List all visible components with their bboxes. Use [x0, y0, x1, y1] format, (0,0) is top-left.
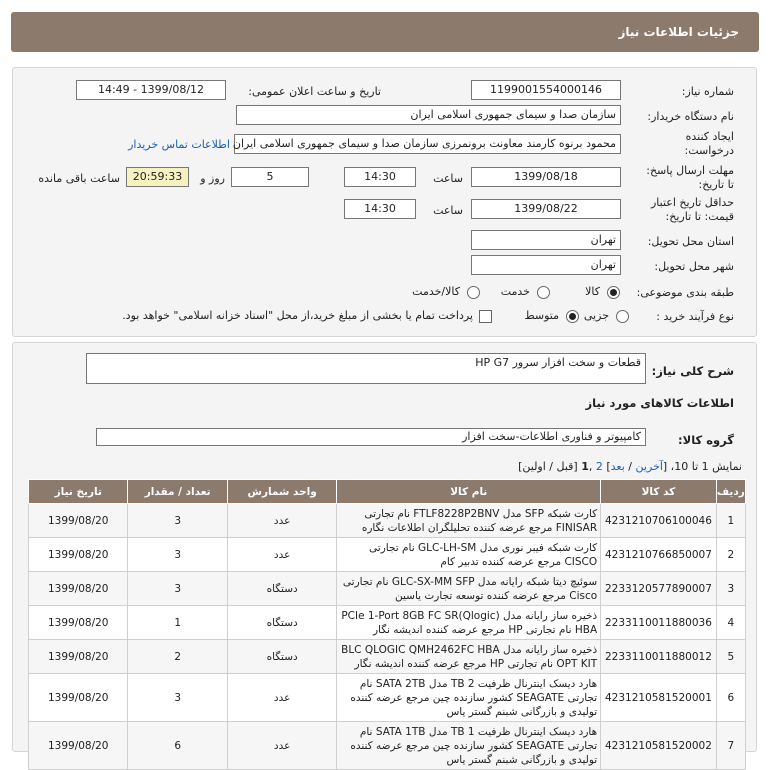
row-number: 2	[716, 538, 745, 572]
category-service-radio[interactable]	[537, 286, 550, 299]
city-field[interactable]: تهران	[471, 255, 621, 275]
row-code: 2233110011880012	[601, 640, 717, 674]
pagination-last-link[interactable]: آخرین	[635, 460, 663, 473]
row-qty: 3	[128, 504, 227, 538]
need-number-field[interactable]: 1199001554000146	[471, 80, 621, 100]
table-row[interactable]	[29, 504, 746, 538]
need-summary-panel	[12, 342, 757, 766]
buyer-contact-link[interactable]: اطلاعات تماس خریدار	[128, 138, 230, 151]
row-unit: عدد	[227, 538, 337, 572]
row-unit: عدد	[227, 722, 337, 770]
table-header-row	[29, 480, 746, 504]
validity-time-label: ساعت	[433, 204, 463, 217]
treasury-payment-checkbox[interactable]	[479, 310, 492, 323]
pagination-next-link[interactable]: بعد	[610, 460, 625, 473]
creator-label-line2: درخواست:	[684, 144, 734, 157]
table-row[interactable]	[29, 722, 746, 770]
goods-info-heading: اطلاعات کالاهای مورد نیاز	[585, 396, 734, 410]
pagination-sep2: ]	[602, 460, 611, 473]
category-goods-radio[interactable]	[607, 286, 620, 299]
goods-table	[28, 479, 746, 770]
deadline-label-line1: مهلت ارسال پاسخ:	[646, 164, 734, 177]
process-label: نوع فرآیند خرید :	[656, 310, 734, 323]
process-minor-radio[interactable]	[616, 310, 629, 323]
days-field[interactable]: 5	[231, 167, 309, 187]
row-qty: 6	[128, 722, 227, 770]
row-code: 4231210581520001	[601, 674, 717, 722]
row-qty: 1	[128, 606, 227, 640]
deadline-label-line2: تا تاریخ:	[698, 178, 734, 191]
row-number: 7	[716, 722, 745, 770]
row-number: 6	[716, 674, 745, 722]
buyer-field[interactable]: سازمان صدا و سیمای جمهوری اسلامی ایران	[236, 105, 621, 125]
deadline-time-label: ساعت	[433, 172, 463, 185]
summary-title-field[interactable]: قطعات و سخت افزار سرور HP G7	[86, 353, 646, 384]
row-code: 4231210766850007	[601, 538, 717, 572]
row-qty: 3	[128, 674, 227, 722]
row-code: 2233120577890007	[601, 572, 717, 606]
row-qty: 2	[128, 640, 227, 674]
row-date: 1399/08/20	[29, 538, 128, 572]
row-date: 1399/08/20	[29, 640, 128, 674]
goods-group-label: گروه کالا:	[678, 433, 734, 447]
category-service-label: خدمت	[500, 285, 530, 298]
pagination	[518, 460, 742, 473]
row-qty: 3	[128, 572, 227, 606]
pagination-prefix: نمایش 1 تا 10، [	[662, 460, 742, 473]
row-code: 4231210581520002	[601, 722, 717, 770]
category-goods-service-label: کالا/خدمت	[412, 285, 460, 298]
days-label: روز و	[200, 172, 225, 185]
row-code: 2233110011880036	[601, 606, 717, 640]
table-row[interactable]	[29, 606, 746, 640]
row-unit: عدد	[227, 504, 337, 538]
col-qty: تعداد / مقدار	[128, 480, 227, 504]
process-medium-label: متوسط	[524, 309, 559, 322]
pagination-sep1: /	[624, 460, 636, 473]
row-number: 5	[716, 640, 745, 674]
row-unit: دستگاه	[227, 572, 337, 606]
row-number: 3	[716, 572, 745, 606]
pagination-current-page: 1	[581, 460, 589, 473]
row-date: 1399/08/20	[29, 504, 128, 538]
remaining-time-field: 20:59:33	[126, 167, 189, 187]
pagination-page-2-link[interactable]: 2	[595, 460, 603, 473]
validity-time-field[interactable]: 14:30	[344, 199, 416, 219]
row-qty: 3	[128, 538, 227, 572]
row-unit: دستگاه	[227, 606, 337, 640]
deadline-date-field[interactable]: 1399/08/18	[471, 167, 621, 187]
process-minor-label: جزیی	[583, 309, 609, 322]
summary-title-label: شرح کلی نیاز:	[651, 364, 734, 378]
row-unit: دستگاه	[227, 640, 337, 674]
treasury-payment-note: پرداخت تمام یا بخشی از مبلغ خرید،از محل "اسناد خزانه اسلامی" خواهد بود.	[122, 309, 473, 322]
announce-label: تاریخ و ساعت اعلان عمومی:	[248, 85, 381, 98]
row-name: کارت شبکه SFP مدل FTLF8228P2BNV نام تجارتی FINISAR مرجع عرضه کننده تحلیلگران اطلاعات نگاره	[337, 504, 601, 538]
row-name: ذخیره ساز رایانه مدل PCIe 1-Port 8GB FC SR(Qlogic) HBA نام تجارتی HP مرجع عرضه کننده اندیشه نگار	[337, 606, 601, 640]
row-number: 4	[716, 606, 745, 640]
table-row[interactable]	[29, 640, 746, 674]
row-date: 1399/08/20	[29, 606, 128, 640]
row-name: ذخیره ساز رایانه مدل BLC QLOGIC QMH2462FC HBA OPT KIT نام تجارتی HP مرجع عرضه کننده اندیشه نگار	[337, 640, 601, 674]
page-header	[11, 12, 759, 52]
province-label: استان محل تحویل:	[647, 235, 734, 248]
deadline-time-field[interactable]: 14:30	[344, 167, 416, 187]
creator-label-line1: ایجاد کننده	[685, 130, 734, 143]
row-date: 1399/08/20	[29, 572, 128, 606]
table-row[interactable]	[29, 572, 746, 606]
row-code: 4231210706100046	[601, 504, 717, 538]
city-label: شهر محل تحویل:	[654, 260, 734, 273]
pagination-comma: ,	[588, 460, 596, 473]
province-field[interactable]: تهران	[471, 230, 621, 250]
remaining-label: ساعت باقی مانده	[38, 172, 120, 185]
table-row[interactable]	[29, 538, 746, 572]
category-goods-service-radio[interactable]	[467, 286, 480, 299]
page-title: جزئیات اطلاعات نیاز	[618, 25, 739, 39]
creator-field[interactable]: محمود برنوه کارمند معاونت برونمرزی سازمان صدا و سیمای جمهوری اسلامی ایران	[234, 134, 621, 154]
need-number-label: شماره نیاز:	[681, 85, 734, 98]
col-row: ردیف	[716, 480, 745, 504]
row-date: 1399/08/20	[29, 722, 128, 770]
validity-label-line2: قیمت: تا تاریخ:	[665, 210, 734, 223]
row-name: هارد دیسک اینترنال ظرفیت 2 TB مدل SATA 2TB نام تجارتی SEAGATE کشور سازنده چین مرجع عرضه کننده تولیدی و بازرگانی شبنم گستر یاس	[337, 674, 601, 722]
validity-date-field[interactable]: 1399/08/22	[471, 199, 621, 219]
col-name: نام کالا	[337, 480, 601, 504]
goods-group-field[interactable]: کامپیوتر و فناوری اطلاعات-سخت افزار	[96, 428, 646, 446]
process-medium-radio[interactable]	[566, 310, 579, 323]
category-goods-label: کالا	[585, 285, 600, 298]
col-code: کد کالا	[601, 480, 717, 504]
announce-field[interactable]: 1399/08/12 - 14:49	[76, 80, 226, 100]
table-row[interactable]	[29, 674, 746, 722]
pagination-suffix: [قبل / اولین]	[518, 460, 582, 473]
row-unit: عدد	[227, 674, 337, 722]
category-label: طبقه بندی موضوعی:	[636, 286, 734, 299]
row-name: سوئیچ دیتا شبکه رایانه مدل GLC-SX-MM SFP نام تجارتی Cisco مرجع عرضه کننده توسعه تجارت یاسین	[337, 572, 601, 606]
row-name: کارت شبکه فیبر نوری مدل GLC-LH-SM نام تجارتی CISCO مرجع عرضه کننده تدبیر کام	[337, 538, 601, 572]
buyer-label: نام دستگاه خریدار:	[647, 110, 734, 123]
row-name: هارد دیسک اینترنال ظرفیت 1 TB مدل SATA 1TB نام تجارتی SEAGATE کشور سازنده چین مرجع عرضه کننده تولیدی و بازرگانی شبنم گستر یاس	[337, 722, 601, 770]
need-details-panel	[12, 67, 757, 337]
row-date: 1399/08/20	[29, 674, 128, 722]
col-date: تاریخ نیاز	[29, 480, 128, 504]
validity-label-line1: حداقل تاریخ اعتبار	[650, 196, 734, 209]
row-number: 1	[716, 504, 745, 538]
col-unit: واحد شمارش	[227, 480, 337, 504]
